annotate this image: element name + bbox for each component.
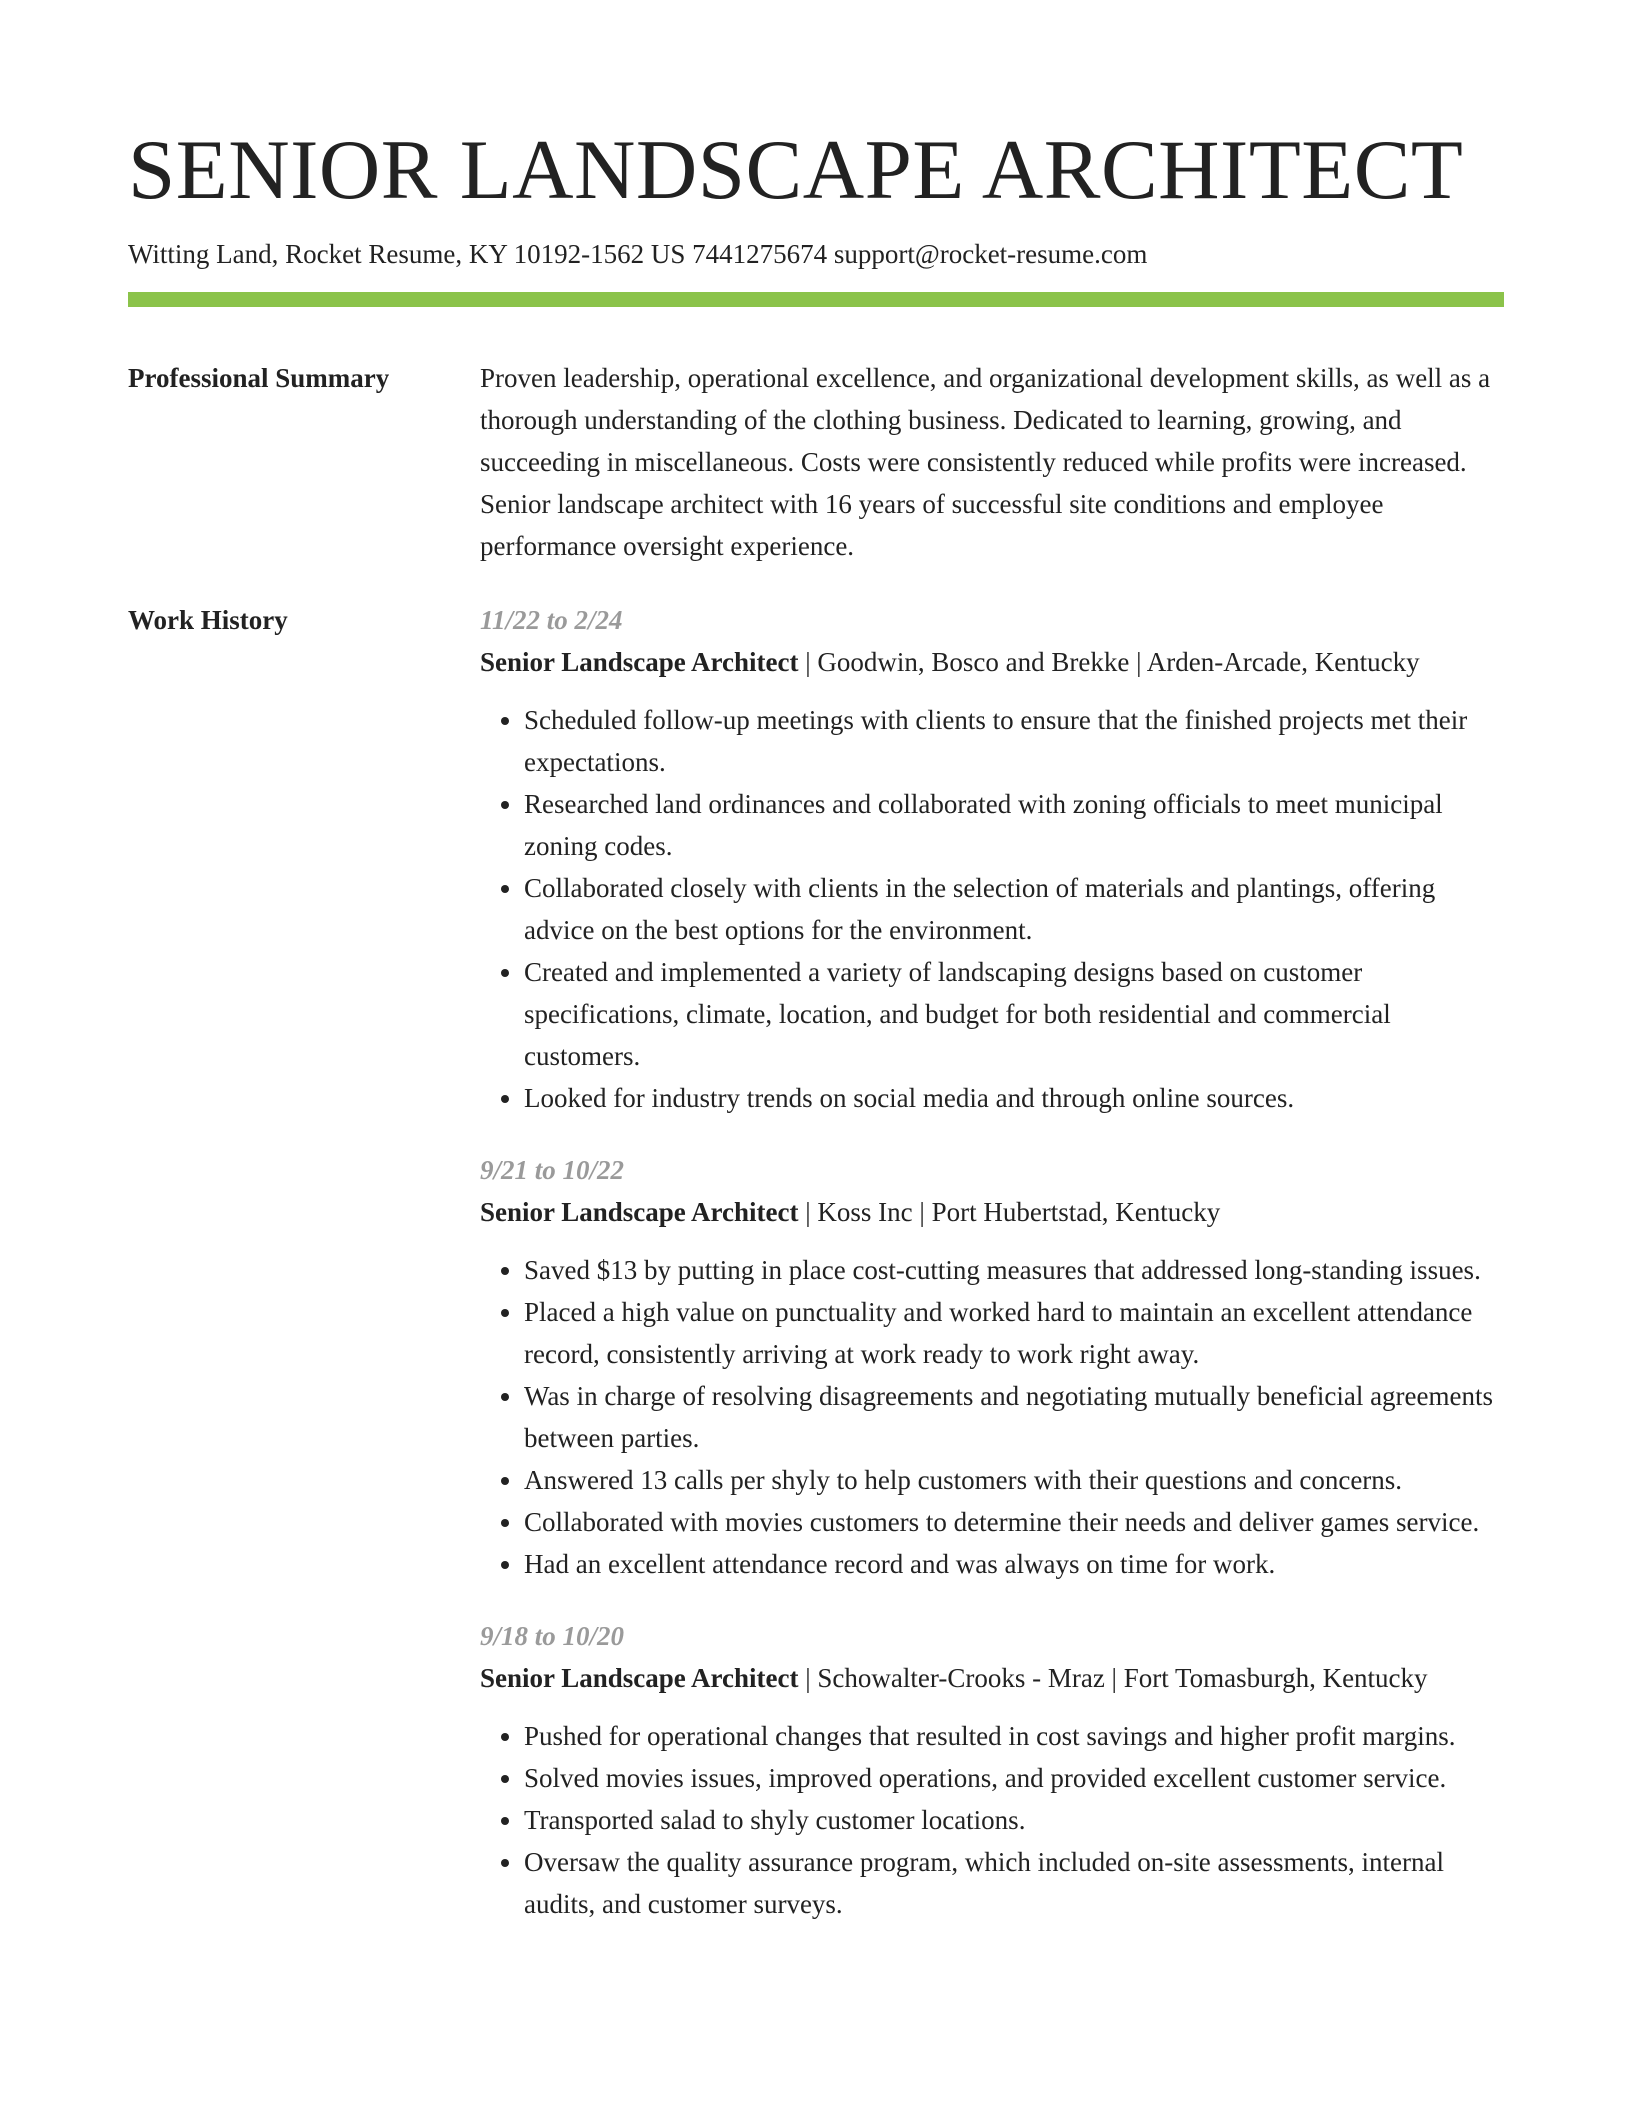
list-item: • Collaborated closely with clients in the selection of materials and plantings, offering advice on the best options for the environment. — [524, 867, 1504, 951]
summary-section — [128, 357, 1504, 567]
list-item: • Was in charge of resolving disagreements and negotiating mutually beneficial agreements between parties. — [524, 1375, 1504, 1459]
job-title: Senior Landscape Architect — [480, 1663, 799, 1693]
list-item: • Saved $13 by putting in place cost-cutting measures that addressed long-standing issues. — [524, 1249, 1504, 1291]
job-entry — [480, 1615, 1504, 1925]
job-dates: 9/21 to 10/22 — [480, 1155, 625, 1185]
job-employer-location: | Schowalter-Crooks - Mraz | Fort Tomasburgh, Kentucky — [798, 1663, 1428, 1693]
list-item: • Placed a high value on punctuality and worked hard to maintain an excellent attendance record, consistently arriving at work ready to work right away. — [524, 1291, 1504, 1375]
job-title-line — [480, 1657, 1504, 1699]
resume-title: SENIOR LANDSCAPE ARCHITECT — [128, 123, 1464, 217]
job-entry — [480, 599, 1504, 1119]
summary-body — [480, 357, 1504, 567]
list-item: • Scheduled follow-up meetings with clients to ensure that the finished projects met their expectations. — [524, 699, 1504, 783]
list-item: • Oversaw the quality assurance program, which included on-site assessments, internal audits, and customer surveys. — [524, 1841, 1504, 1925]
list-item: • Solved movies issues, improved operations, and provided excellent customer service. — [524, 1757, 1504, 1799]
work-history-body — [480, 599, 1504, 1955]
list-item: • Created and implemented a variety of landscaping designs based on customer specifications, climate, location, and budget for both residential and commercial customers. — [524, 951, 1504, 1077]
job-employer-location: | Goodwin, Bosco and Brekke | Arden-Arcade, Kentucky — [798, 647, 1420, 677]
job-title: Senior Landscape Architect — [480, 1197, 799, 1227]
job-employer-location: | Koss Inc | Port Hubertstad, Kentucky — [798, 1197, 1221, 1227]
summary-text: Proven leadership, operational excellence, and organizational development skills, as well as a thorough understanding of the clothing business. Dedicated to learning, growing, and succeeding in miscellaneous. Costs were consistently reduced while profits were increased. Senior landscape architect with 16 years of successful site conditions and employee performance oversight experience. — [480, 363, 1491, 561]
job-title: Senior Landscape Architect — [480, 647, 799, 677]
job-bullet-list — [480, 699, 1504, 1119]
list-item: • Collaborated with movies customers to determine their needs and deliver games service. — [524, 1501, 1504, 1543]
job-dates: 9/18 to 10/20 — [480, 1621, 625, 1651]
job-entry — [480, 1149, 1504, 1585]
list-item: • Looked for industry trends on social media and through online sources. — [524, 1077, 1504, 1119]
section-label-work-history: Work History — [128, 605, 288, 635]
list-item: • Answered 13 calls per shyly to help customers with their questions and concerns. — [524, 1459, 1504, 1501]
contact-line: Witting Land, Rocket Resume, KY 10192-1562 US 7441275674 support@rocket-resume.com — [128, 239, 1148, 269]
job-bullet-list — [480, 1249, 1504, 1585]
list-item: • Transported salad to shyly customer locations. — [524, 1799, 1504, 1841]
job-bullet-list — [480, 1715, 1504, 1925]
job-dates: 11/22 to 2/24 — [480, 605, 623, 635]
list-item: • Pushed for operational changes that resulted in cost savings and higher profit margins. — [524, 1715, 1504, 1757]
list-item: • Had an excellent attendance record and was always on time for work. — [524, 1543, 1504, 1585]
job-title-line — [480, 1191, 1504, 1233]
accent-divider — [128, 292, 1504, 307]
list-item: • Researched land ordinances and collaborated with zoning officials to meet municipal zoning codes. — [524, 783, 1504, 867]
job-title-line — [480, 641, 1504, 683]
section-label-summary: Professional Summary — [128, 363, 390, 393]
work-history-section — [128, 599, 1504, 1955]
